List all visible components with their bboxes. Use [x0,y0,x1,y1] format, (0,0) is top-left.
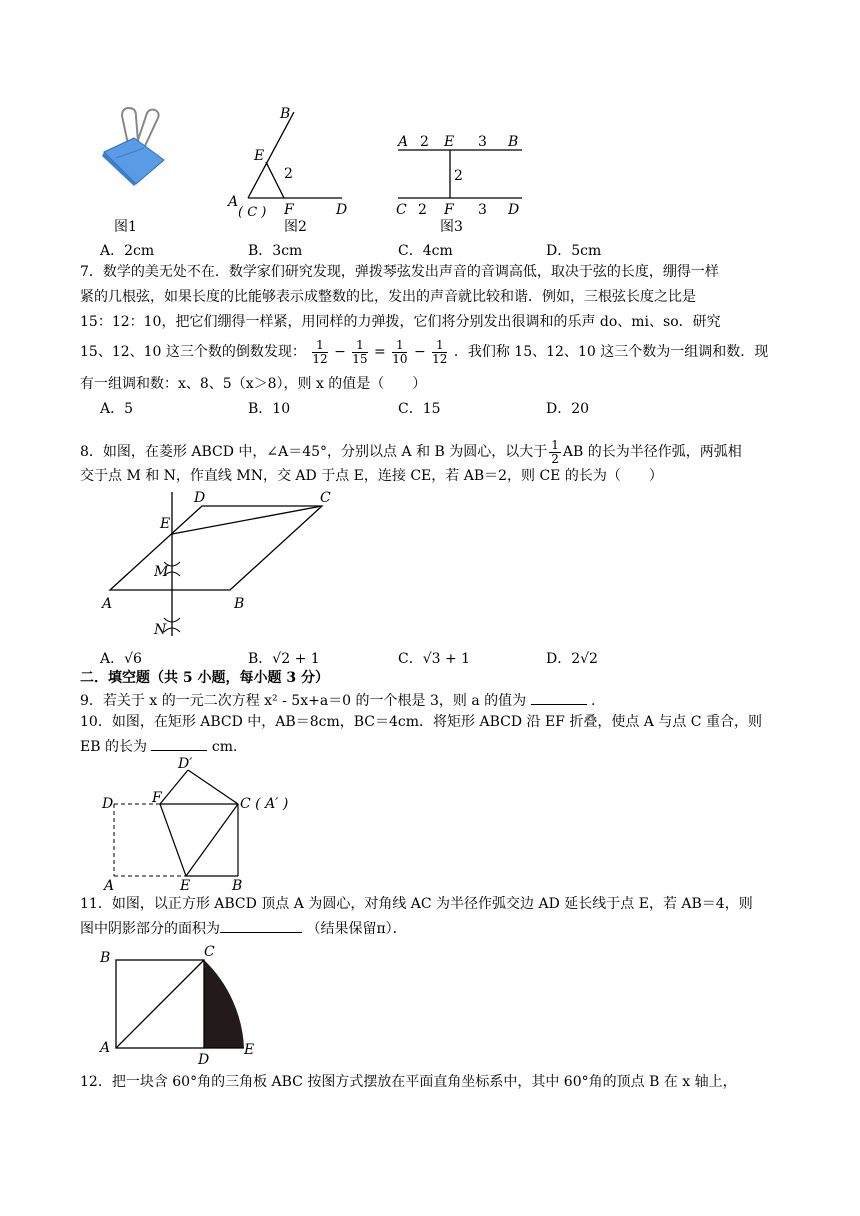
point-B: B [280,106,291,122]
label-3-top: 3 [478,134,487,150]
point-E: E [254,148,265,164]
point-A: A [104,878,115,894]
point-B: B [508,134,519,150]
q7-option-c[interactable]: C．15 [398,401,441,417]
q12-line-1: 12．把一块含 60°角的三角板 ABC 按图方式摆放在平面直角坐标系中，其中 60°角的顶点 B 在 x 轴上， [80,1074,737,1090]
q9-line [80,690,596,711]
q7-line-4 [80,334,768,370]
point-F: F [444,202,454,218]
q6-option-a[interactable]: A．2cm [100,243,155,259]
point-D: D [508,202,520,218]
point-M: M [154,564,169,580]
minus-sign-2: − [413,344,426,360]
point-F: F [284,202,294,218]
q8-option-c[interactable]: C．√3 + 1 [398,651,471,667]
q11-line-2-prefix: 图中阴影部分的面积为 [80,921,220,937]
q8-line-1-suffix: AB 的长为半径作弧，两弧相 [562,444,742,460]
point-N: N [154,622,167,638]
point-D: D [198,1052,210,1066]
point-A: A [228,194,239,210]
point-E: E [160,516,171,532]
fraction-1-10: $\frac{1}{10}$ [392,337,408,366]
point-B: B [232,878,243,894]
q8-line-1-prefix: 8．如图，在菱形 ABCD 中，∠A＝45°，分别以点 A 和 B 为圆心，以大于 [80,444,548,460]
binder-clip-figure [98,104,168,186]
point-D: D [194,490,206,506]
figure-3-label: 图3 [440,219,463,235]
q8-option-d[interactable]: D．2√2 [546,651,598,667]
point-E: E [444,134,455,150]
point-A: A [398,134,409,150]
q9-answer-blank[interactable] [531,690,587,705]
label-3-bottom: 3 [478,202,487,218]
q11-line-2 [80,918,407,939]
q7-option-b[interactable]: B．10 [248,401,291,417]
q7-option-a[interactable]: A．5 [100,401,134,417]
fraction-one-half: $\frac{1}{2}$ [551,437,559,466]
q8-option-a[interactable]: A．√6 [100,651,142,667]
q8-line-1 [80,434,742,470]
point-C-A-prime: C ( A′ ) [240,796,289,812]
label-2-bottom: 2 [418,202,427,218]
point-D: D [336,202,348,218]
square-arc-figure [96,942,266,1066]
q7-line-4-prefix: 15、12、10 这三个数的倒数发现： [80,344,306,360]
point-D-prime: D′ [178,756,193,772]
q10-line-1: 10．如图，在矩形 ABCD 中，AB＝8cm，BC＝4cm．将矩形 ABCD 沿 EF 折叠，使点 A 与点 C 重合，则 [80,714,762,730]
label-2-top: 2 [420,134,429,150]
point-B: B [234,596,245,612]
figure-2-angle-diagram [222,100,362,220]
point-C: C [320,490,331,506]
rhombus-figure [96,488,336,644]
fraction-1-12-b: $\frac{1}{12}$ [432,337,448,366]
point-F: F [152,790,162,806]
fraction-1-15: $\frac{1}{15}$ [352,337,368,366]
q7-option-d[interactable]: D．20 [546,401,590,417]
q7-line-4-suffix: ．我们称 15、12、10 这三个数为一组调和数．现 [453,344,769,360]
point-C: C [396,202,407,218]
point-A: A [100,1040,111,1056]
q7-line-3: 15：12：10，把它们绷得一样紧，用同样的力弹拨，它们将分别发出很调和的乐声 do、mi、so．研究 [80,314,721,330]
figure-2-label: 图2 [284,219,307,235]
figure-3-parallel-lines [392,128,528,220]
point-D: D [102,796,114,812]
q7-line-2: 紧的几根弦，如果长度的比能够表示成整数的比，发出的声音就比较和谐．例如，三根弦长度之比是 [80,289,696,305]
q10-line-2-prefix: EB 的长为 [80,739,147,755]
q7-line-1: 7．数学的美无处不在．数学家们研究发现，弹拨琴弦发出声音的音调高低，取决于弦的长度，绷得一样 [80,264,719,280]
q6-option-d[interactable]: D．5cm [546,243,602,259]
rectangle-fold-figure [98,754,298,894]
point-C: C [204,944,215,960]
q9-text: 9．若关于 x 的一元二次方程 x² - 5x+a＝0 的一个根是 3，则 a 的值为 [80,693,527,709]
point-C: ( C ) [238,205,267,220]
q8-option-b[interactable]: B．√2 + 1 [248,651,320,667]
figure-1-label: 图1 [114,219,137,235]
q8-line-2: 交于点 M 和 N，作直线 MN，交 AD 于点 E，连接 CE，若 AB＝2，则 CE 的长为（ ） [80,468,663,484]
point-E: E [244,1042,255,1058]
q11-line-1: 11．如图，以正方形 ABCD 顶点 A 为圆心，对角线 AC 为半径作弧交边 AD 延长线于点 E，若 AB＝4，则 [80,896,753,912]
minus-sign: − [334,344,346,360]
fraction-1-12: $\frac{1}{12}$ [312,337,328,366]
point-B: B [100,950,111,966]
equals-sign: = [374,344,386,360]
section-2-heading: 二．填空题（共 5 小题，每小题 3 分） [80,670,329,686]
q10-answer-blank[interactable] [151,736,207,751]
q7-line-5: 有一组调和数：x、8、5（x＞8），则 x 的值是（ ） [80,376,427,392]
length-2: 2 [284,166,293,182]
q11-line-2-suffix: （结果保留π）． [306,921,407,937]
point-E: E [180,878,191,894]
point-A: A [102,596,113,612]
q6-option-c[interactable]: C．4cm [398,243,453,259]
q11-answer-blank[interactable] [220,918,302,933]
q10-line-2-suffix: cm． [211,739,247,755]
q9-end: . [591,693,596,709]
q6-option-b[interactable]: B．3cm [248,243,303,259]
label-2-mid: 2 [454,168,463,184]
